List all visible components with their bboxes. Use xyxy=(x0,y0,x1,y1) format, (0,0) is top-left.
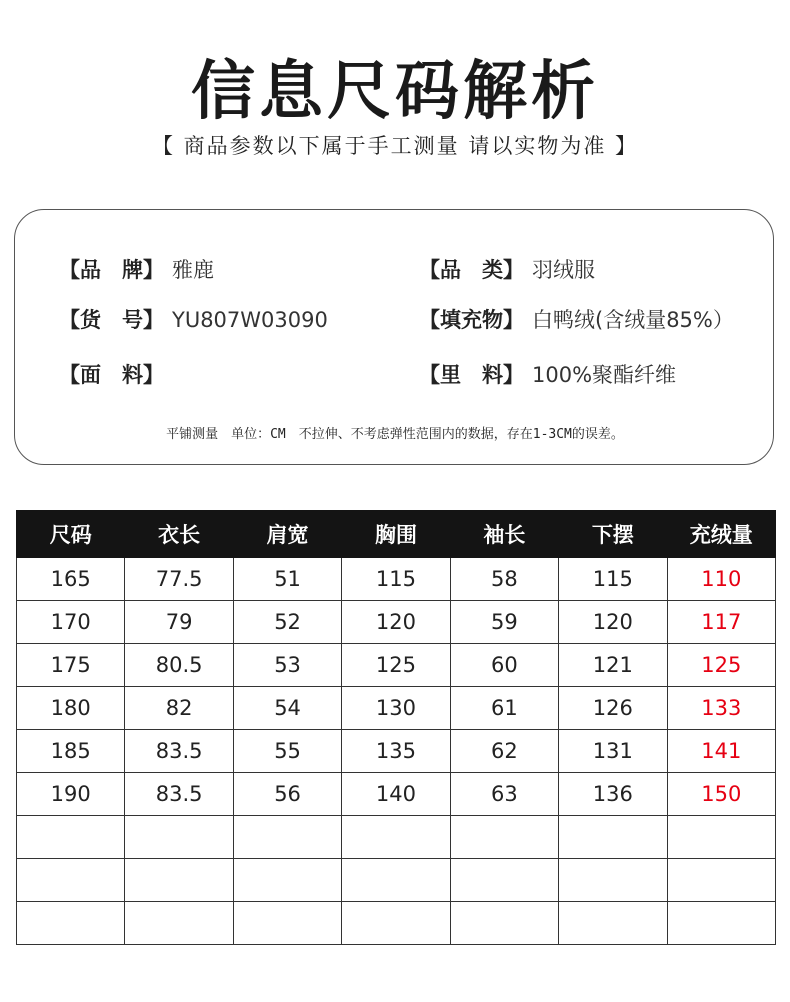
table-cell: 58 xyxy=(450,558,558,601)
table-cell: 180 xyxy=(17,687,125,730)
page-subtitle: 【 商品参数以下属于手工测量 请以实物为准 】 xyxy=(151,134,639,158)
fabric-label: 【面 料】 xyxy=(59,363,164,387)
table-cell xyxy=(667,816,775,859)
table-cell xyxy=(233,859,341,902)
table-cell xyxy=(233,902,341,945)
table-row xyxy=(17,773,776,816)
table-cell: 190 xyxy=(17,773,125,816)
table-cell: 150 xyxy=(667,773,775,816)
measurement-note: 平铺测量 单位：CM 不拉伸、不考虑弹性范围内的数据，存在1-3CM的误差。 xyxy=(166,427,624,442)
table-cell xyxy=(125,816,233,859)
header-sleeve: 袖长 xyxy=(450,511,558,558)
table-cell: 135 xyxy=(342,730,450,773)
table-cell xyxy=(17,859,125,902)
info-fabric xyxy=(59,359,172,389)
category-label: 【品 类】 xyxy=(419,258,524,282)
item-number-value: YU807W03090 xyxy=(172,308,328,332)
table-header-row xyxy=(17,511,776,558)
table-cell: 121 xyxy=(559,644,667,687)
table-cell xyxy=(125,902,233,945)
table-row xyxy=(17,730,776,773)
table-cell xyxy=(17,816,125,859)
table-cell xyxy=(450,902,558,945)
table-cell: 53 xyxy=(233,644,341,687)
brand-value: 雅鹿 xyxy=(172,258,214,282)
table-cell: 82 xyxy=(125,687,233,730)
table-cell xyxy=(233,816,341,859)
table-cell: 80.5 xyxy=(125,644,233,687)
table-cell: 63 xyxy=(450,773,558,816)
table-cell: 83.5 xyxy=(125,773,233,816)
table-cell xyxy=(450,816,558,859)
table-cell: 185 xyxy=(17,730,125,773)
table-cell: 175 xyxy=(17,644,125,687)
table-cell xyxy=(342,816,450,859)
header-size: 尺码 xyxy=(17,511,125,558)
table-cell: 117 xyxy=(667,601,775,644)
table-cell: 51 xyxy=(233,558,341,601)
lining-label: 【里 料】 xyxy=(419,363,524,387)
table-cell: 115 xyxy=(559,558,667,601)
table-cell: 165 xyxy=(17,558,125,601)
product-info-panel xyxy=(14,209,774,465)
table-row xyxy=(17,687,776,730)
table-cell: 140 xyxy=(342,773,450,816)
table-cell xyxy=(559,902,667,945)
info-lining xyxy=(419,359,676,389)
size-chart-table xyxy=(16,510,776,945)
lining-value: 100%聚酯纤维 xyxy=(532,363,677,387)
table-row xyxy=(17,601,776,644)
table-cell xyxy=(342,859,450,902)
table-cell: 55 xyxy=(233,730,341,773)
table-row xyxy=(17,902,776,945)
table-cell: 60 xyxy=(450,644,558,687)
table-cell: 62 xyxy=(450,730,558,773)
table-cell: 115 xyxy=(342,558,450,601)
table-cell: 61 xyxy=(450,687,558,730)
table-cell xyxy=(559,859,667,902)
table-cell xyxy=(559,816,667,859)
table-cell: 133 xyxy=(667,687,775,730)
info-filling xyxy=(419,304,734,334)
table-cell: 56 xyxy=(233,773,341,816)
table-body xyxy=(17,558,776,945)
filling-label: 【填充物】 xyxy=(419,308,524,332)
header-down-fill: 充绒量 xyxy=(667,511,775,558)
header-shoulder: 肩宽 xyxy=(233,511,341,558)
item-number-label: 【货 号】 xyxy=(59,308,164,332)
table-cell: 52 xyxy=(233,601,341,644)
table-cell: 120 xyxy=(559,601,667,644)
filling-value: 白鸭绒(含绒量85%） xyxy=(532,308,734,332)
table-cell: 54 xyxy=(233,687,341,730)
table-cell: 110 xyxy=(667,558,775,601)
table-cell xyxy=(667,859,775,902)
brand-label: 【品 牌】 xyxy=(59,258,164,282)
table-cell: 125 xyxy=(667,644,775,687)
table-cell xyxy=(17,902,125,945)
table-cell: 79 xyxy=(125,601,233,644)
header-hem: 下摆 xyxy=(559,511,667,558)
info-category xyxy=(419,254,595,284)
table-row xyxy=(17,859,776,902)
table-row xyxy=(17,644,776,687)
table-cell: 59 xyxy=(450,601,558,644)
table-cell: 77.5 xyxy=(125,558,233,601)
table-cell: 126 xyxy=(559,687,667,730)
table-cell: 131 xyxy=(559,730,667,773)
page-title: 信息尺码解析 xyxy=(191,55,599,129)
table-cell: 125 xyxy=(342,644,450,687)
table-cell xyxy=(125,859,233,902)
info-item-number xyxy=(59,304,328,334)
table-cell: 120 xyxy=(342,601,450,644)
header-length: 衣长 xyxy=(125,511,233,558)
info-brand xyxy=(59,254,214,284)
table-row xyxy=(17,816,776,859)
table-cell: 130 xyxy=(342,687,450,730)
header-chest: 胸围 xyxy=(342,511,450,558)
table-cell: 83.5 xyxy=(125,730,233,773)
table-cell: 141 xyxy=(667,730,775,773)
table-cell: 136 xyxy=(559,773,667,816)
table-cell xyxy=(667,902,775,945)
table-row xyxy=(17,558,776,601)
category-value: 羽绒服 xyxy=(532,258,595,282)
table-cell xyxy=(450,859,558,902)
table-cell: 170 xyxy=(17,601,125,644)
table-cell xyxy=(342,902,450,945)
